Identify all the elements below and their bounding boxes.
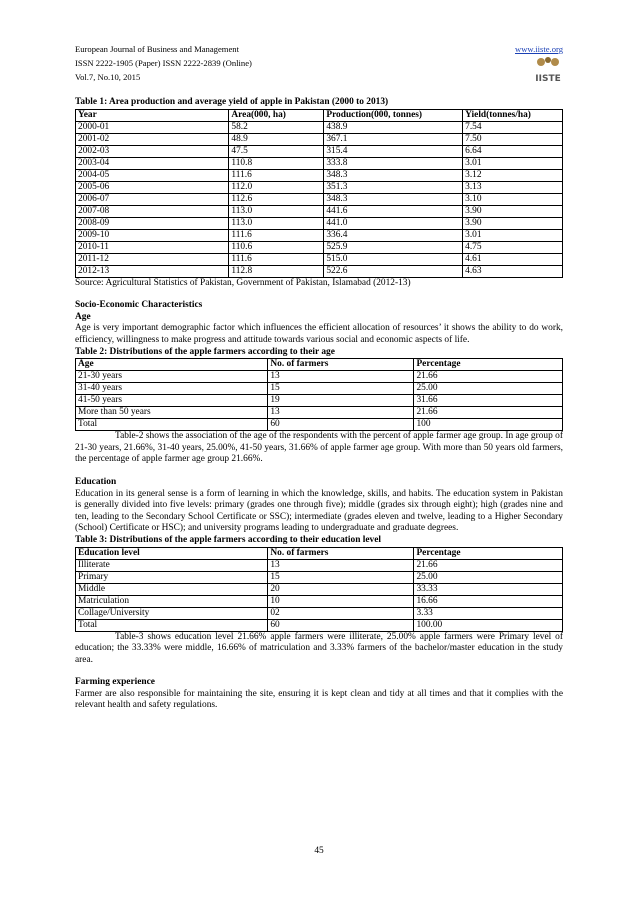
section-title: Socio-Economic Characteristics [75,300,203,311]
table-cell: 2008-09 [76,217,229,229]
table-cell: 13 [268,407,414,419]
table-row [76,193,563,205]
table-cell: 13 [268,371,414,383]
table-row [76,559,563,571]
table2-note: Table-2 shows the association of the age of the respondents with the percent of apple farmer age group. In age group of 21-30 years, 21.66%, 31-40 years, 25.00%, 41-50 years, 31.66% of apple farmer age group. With more than 50 years old farmers, the percentage of apple farmer age group 21.66%. [75,431,563,465]
table-cell: Illiterate [76,559,268,571]
table-row [76,265,563,277]
table-row [76,583,563,595]
table3-header-cell: Percentage [414,547,563,559]
table-cell: 3.33 [414,607,563,619]
table-cell: More than 50 years [76,407,268,419]
table1-source: Source: Agricultural Statistics of Pakistan, Government of Pakistan, Islamabad (2012-13) [75,277,411,288]
table-row [76,217,563,229]
farming-heading: Farming experience [75,677,155,688]
table-cell: 2011-12 [76,253,229,265]
table-cell: 111.6 [229,229,324,241]
table-cell: Collage/University [76,607,268,619]
table-cell: 100.00 [414,619,563,631]
table-row [76,383,563,395]
journal-name: European Journal of Business and Management [75,44,239,54]
table-row [76,619,563,631]
table3-caption: Table 3: Distributions of the apple farmers according to their education level [75,534,381,545]
table-cell: 02 [268,607,414,619]
table-row [76,157,563,169]
table-cell: 2001-02 [76,133,229,145]
table-cell: 2003-04 [76,157,229,169]
table-cell: 112.8 [229,265,324,277]
table-cell: 113.0 [229,217,324,229]
age-heading: Age [75,311,91,322]
table-cell: 15 [268,571,414,583]
table-row [76,169,563,181]
education-heading: Education [75,476,117,487]
table-row [76,607,563,619]
table-cell: 6.64 [463,145,563,157]
table-cell: 21-30 years [76,371,268,383]
table1-area-production [75,109,563,278]
table-cell: 31.66 [414,395,563,407]
table-cell: 336.4 [324,229,463,241]
issn-line: ISSN 2222-1905 (Paper) ISSN 2222-2839 (Online) [75,58,252,68]
table-cell: 367.1 [324,133,463,145]
table-cell: 2007-08 [76,205,229,217]
table-cell: 522.6 [324,265,463,277]
table-cell: 315.4 [324,145,463,157]
table-row [76,395,563,407]
table-cell: 4.61 [463,253,563,265]
table-cell: 3.90 [463,205,563,217]
table-cell: 438.9 [324,121,463,133]
table-row [76,229,563,241]
table-cell: Middle [76,583,268,595]
age-paragraph: Age is very important demographic factor which influences the efficient allocation of resources’ it shows the ability to do work, efficiency, willingness to make progress and attitude towards various social and economic aspects of life. [75,323,563,345]
table-cell: 441.6 [324,205,463,217]
page-number: 45 [314,846,324,856]
table-cell: 13 [268,559,414,571]
farming-paragraph: Farmer are also responsible for maintaining the site, ensuring it is kept clean and tidy at all times and that it complies with the relevant health and safety regulations. [75,688,563,711]
table-cell: 111.6 [229,253,324,265]
table-cell: 3.10 [463,193,563,205]
table1-header-cell: Yield(tonnes/ha) [463,109,563,121]
table-cell: 110.6 [229,241,324,253]
table1-header-cell: Production(000, tonnes) [324,109,463,121]
table-cell: Matriculation [76,595,268,607]
table-row [76,419,563,431]
table-cell: 21.66 [414,559,563,571]
table-cell: 515.0 [324,253,463,265]
table-row [76,253,563,265]
table-cell: 25.00 [414,571,563,583]
table-cell: 2009-10 [76,229,229,241]
table-cell: 41-50 years [76,395,268,407]
table-cell: 19 [268,395,414,407]
table3-note: Table-3 shows education level 21.66% apple farmers were illiterate, 25.00% apple farmers were Primary level of education; the 33.33% were middle, 16.66% of matriculation and 3.33% farmers of the bachelor/master education in the study area. [75,631,563,665]
table1-header-cell: Year [76,109,229,121]
table-cell: 60 [268,619,414,631]
table-cell: 4.75 [463,241,563,253]
table-cell: 47.5 [229,145,324,157]
table-cell: 2000-01 [76,121,229,133]
table3-education-distribution [75,547,563,632]
table-cell: 113.0 [229,205,324,217]
table-cell: 2002-03 [76,145,229,157]
table-cell: 2012-13 [76,265,229,277]
table-cell: 3.90 [463,217,563,229]
table-cell: 110.8 [229,157,324,169]
table-cell: 7.54 [463,121,563,133]
table-row [76,145,563,157]
table-cell: 7.50 [463,133,563,145]
education-paragraph: Education in its general sense is a form of learning in which the knowledge, skills, and habits. The education system in Pakistan is generally divided into five levels: primary (grades one through five); middle (grades six through eight); high (grades nine and ten, leading to the Secondary School Certificate or SSC); intermediate (grades eleven and twelve, leading to a Higher Secondary (School) Certificate or HSC); and university programs leading to undergraduate and graduate degrees. [75,488,563,534]
table-row [76,407,563,419]
table2-age-distribution [75,358,563,431]
table-cell: 112.6 [229,193,324,205]
table-row [76,595,563,607]
table-row [76,181,563,193]
table-row [76,133,563,145]
table-cell: 21.66 [414,407,563,419]
table2-header-cell: Age [76,359,268,371]
table-cell: 3.01 [463,157,563,169]
logo-text: IISTE [535,74,561,84]
table-cell: 4.63 [463,265,563,277]
table-cell: 48.9 [229,133,324,145]
table-cell: 348.3 [324,193,463,205]
table-cell: 16.66 [414,595,563,607]
iiste-logo [533,56,563,84]
table-cell: 112.0 [229,181,324,193]
table-cell: 2005-06 [76,181,229,193]
table1-header-cell: Area(000, ha) [229,109,324,121]
table-cell: Total [76,419,268,431]
table-cell: Primary [76,571,268,583]
table-cell: 21.66 [414,371,563,383]
table-cell: 60 [268,419,414,431]
table-cell: 33.33 [414,583,563,595]
table-cell: 100 [414,419,563,431]
volume-line: Vol.7, No.10, 2015 [75,72,141,82]
table-cell: 2010-11 [76,241,229,253]
table-row [76,571,563,583]
table-row [76,371,563,383]
table-cell: 31-40 years [76,383,268,395]
table-cell: 20 [268,583,414,595]
table-row [76,121,563,133]
table-row [76,241,563,253]
table1-caption: Table 1: Area production and average yield of apple in Pakistan (2000 to 2013) [75,97,389,107]
table-cell: 2006-07 [76,193,229,205]
table-cell: 10 [268,595,414,607]
table-cell: 3.12 [463,169,563,181]
table-cell: 333.8 [324,157,463,169]
table-cell: 3.01 [463,229,563,241]
table3-header-cell: Education level [76,547,268,559]
page-header [75,42,563,84]
table-cell: 15 [268,383,414,395]
table-cell: Total [76,619,268,631]
table-cell: 2004-05 [76,169,229,181]
page-content [75,97,563,712]
table-cell: 441.0 [324,217,463,229]
table-row [76,205,563,217]
table-cell: 351.3 [324,181,463,193]
table3-header-cell: No. of farmers [268,547,414,559]
table-cell: 525.9 [324,241,463,253]
journal-url-link[interactable]: www.iiste.org [515,44,563,54]
table-cell: 3.13 [463,181,563,193]
table2-caption: Table 2: Distributions of the apple farmers according to their age [75,346,335,357]
table-cell: 25.00 [414,383,563,395]
table2-header-cell: No. of farmers [268,359,414,371]
table-cell: 348.3 [324,169,463,181]
table2-header-cell: Percentage [414,359,563,371]
table-cell: 111.6 [229,169,324,181]
table-cell: 58.2 [229,121,324,133]
